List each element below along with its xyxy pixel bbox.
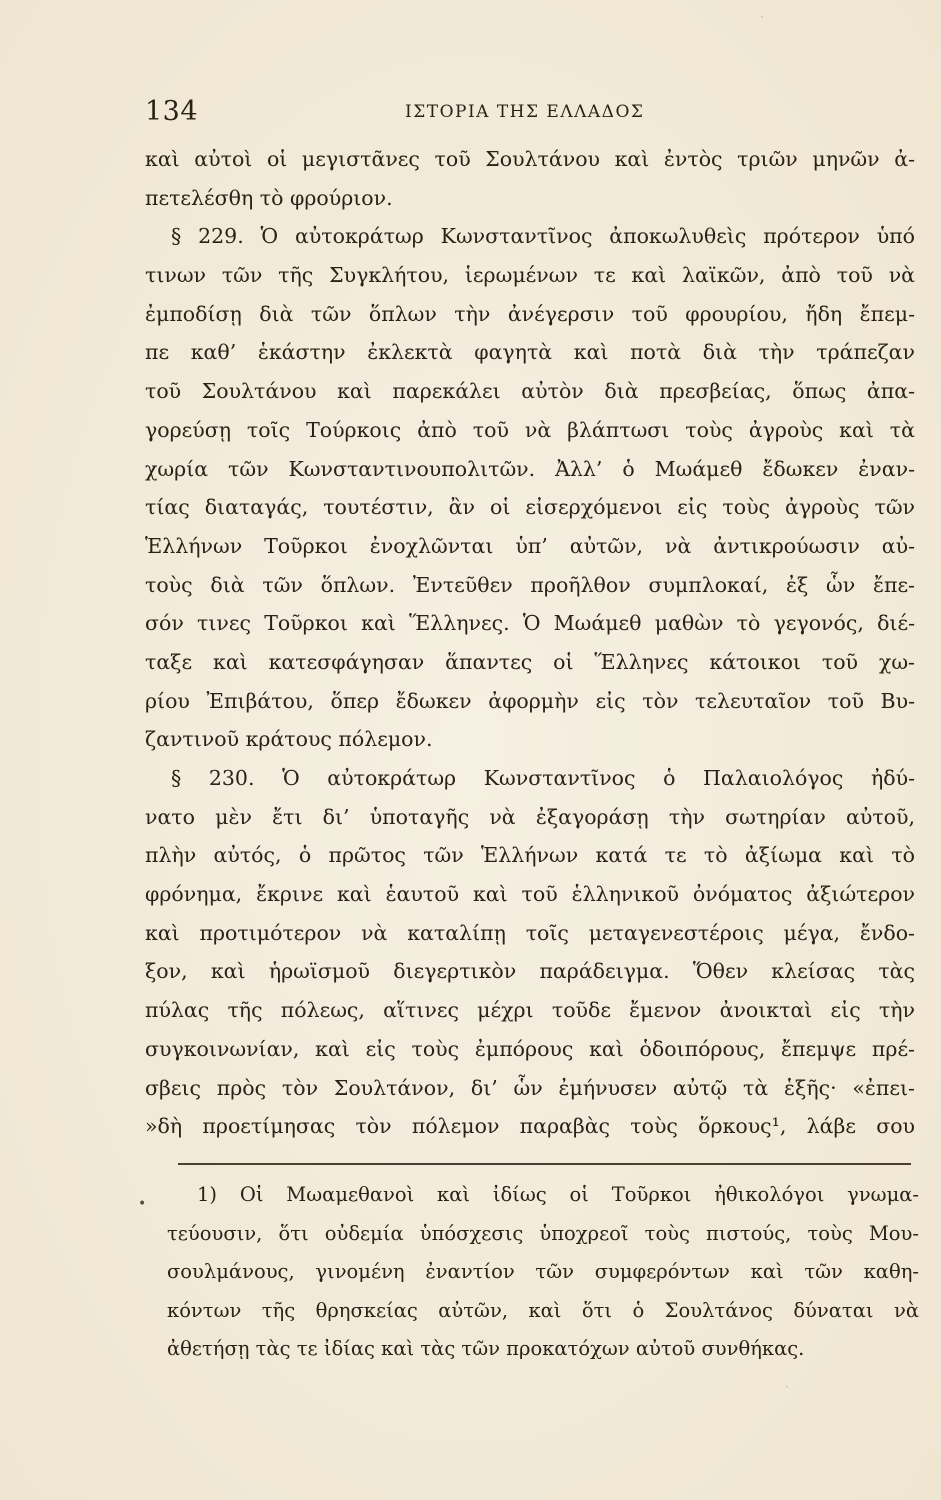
text-line: ρίου Ἐπιβάτου, ὅπερ ἔδωκεν ἀφορμὴν εἰς τὸν τελευταῖον τοῦ Βυ- — [145, 688, 915, 713]
text-line: ἐμποδίσῃ διὰ τῶν ὅπλων τὴν ἀνέγερσιν τοῦ φρουρίου, ἤδη ἔπεμ- — [145, 301, 915, 326]
text-line: »δὴ προετίμησας τὸν πόλεμον παραβὰς τοὺς ὅρκους¹, λάβε σου — [145, 1114, 915, 1139]
text-line: ζαντινοῦ κράτους πόλεμον. — [145, 727, 433, 752]
text-line: πε καθ’ ἑκάστην ἐκλεκτὰ φαγητὰ καὶ ποτὰ διὰ τὴν τράπεζαν — [145, 340, 915, 365]
text-line: τίας διαταγάς, τουτέστιν, ἂν οἱ εἰσερχόμενοι εἰς τοὺς ἀγροὺς τῶν — [145, 495, 915, 520]
text-line: ξον, καὶ ἡρωϊσμοῦ διεγερτικὸν παράδειγμα. Ὅθεν κλείσας τὰς — [145, 959, 915, 984]
text-line: ταξε καὶ κατεσφάγησαν ἅπαντες οἱ Ἕλληνες κάτοικοι τοῦ χω- — [145, 649, 915, 674]
text-line: φρόνημα, ἔκρινε καὶ ἑαυτοῦ καὶ τοῦ ἑλληνικοῦ ὀνόματος ἀξιώτερον — [145, 882, 915, 907]
text-line: σβεις πρὸς τὸν Σουλτάνον, δι’ ὧν ἐμήνυσεν αὐτῷ τὰ ἑξῆς· «ἐπει- — [145, 1075, 915, 1100]
text-line: χωρία τῶν Κωνσταντινουπολιτῶν. Ἀλλ’ ὁ Μωάμεθ ἔδωκεν ἐναν- — [145, 456, 915, 481]
text-line: πλὴν αὐτός, ὁ πρῶτος τῶν Ἑλλήνων κατά τε τὸ ἀξίωμα καὶ τὸ — [145, 843, 915, 868]
paper-speck: ᐧ — [785, 1380, 789, 1394]
text-line: πετελέσθη τὸ φρούριον. — [145, 185, 393, 210]
footnote-line: ἀθετήσῃ τὰς τε ἰδίας καὶ τὰς τῶν προκατόχων αὐτοῦ συνθήκας. — [167, 1337, 805, 1361]
section-229-start: § 229. Ὁ αὐτοκράτωρ Κωνσταντῖνος ἀποκωλυθεὶς πρότερον ὑπό — [171, 224, 915, 249]
footnote — [167, 1176, 919, 1369]
text-line: τοὺς διὰ τῶν ὅπλων. Ἐντεῦθεν προῆλθον συμπλοκαί, ἐξ ὧν ἔπε- — [145, 572, 915, 597]
running-head: ΙΣΤΟΡΙΑ ΤΗΣ ΕΛΛΑΔΟΣ — [405, 102, 645, 122]
paper-speck: ᐝ — [760, 14, 764, 28]
text-line: τινων τῶν τῆς Συγκλήτου, ἱερωμένων τε καὶ λαϊκῶν, ἀπὸ τοῦ νὰ — [145, 263, 915, 288]
page-number: 134 — [145, 96, 199, 127]
page-header — [145, 96, 910, 136]
text-line: καὶ αὐτοὶ οἱ μεγιστᾶνες τοῦ Σουλτάνου καὶ ἐντὸς τριῶν μηνῶν ἀ- — [145, 147, 915, 171]
footnote-line: τεύουσιν, ὅτι οὐδεμία ὑπόσχεσις ὑποχρεοῖ τοὺς πιστούς, τοὺς Μου- — [167, 1221, 919, 1245]
text-line: γορεύσῃ τοῖς Τούρκοις ἀπὸ τοῦ νὰ βλάπτωσι τοὺς ἀγροὺς καὶ τὰ — [145, 417, 915, 442]
text-line: καὶ προτιμότερον νὰ καταλίπῃ τοῖς μεταγενεστέροις μέγα, ἔνδο- — [145, 920, 915, 945]
section-230-start: § 230. Ὁ αὐτοκράτωρ Κωνσταντῖνος ὁ Παλαιολόγος ἠδύ- — [171, 766, 915, 790]
text-line: συγκοινωνίαν, καὶ εἰς τοὺς ἐμπόρους καὶ ὁδοιπόρους, ἔπεμψε πρέ- — [145, 1036, 915, 1061]
footnote-line: σουλμάνους, γινομένη ἐναντίον τῶν συμφερόντων καὶ τῶν καθη- — [167, 1260, 919, 1284]
text-line: τοῦ Σουλτάνου καὶ παρεκάλει αὐτὸν διὰ πρεσβείας, ὅπως ἀπα- — [145, 379, 915, 404]
footnote-line: κόντων τῆς θρησκείας αὐτῶν, καὶ ὅτι ὁ Σουλτάνος δύναται νὰ — [167, 1298, 919, 1322]
text-line: πύλας τῆς πόλεως, αἵτινες μέχρι τοῦδε ἔμενον ἀνοικταὶ εἰς τὴν — [145, 998, 915, 1023]
margin-dot-mark: • — [138, 1196, 147, 1212]
footnote-line: 1) Οἱ Μωαμεθανοὶ καὶ ἰδίως οἱ Τοῦρκοι ἠθικολόγοι γνωμα- — [197, 1183, 919, 1206]
body-text — [145, 140, 915, 1146]
text-line: Ἑλλήνων Τοῦρκοι ἐνοχλῶνται ὑπ’ αὐτῶν, νὰ ἀντικρούωσιν αὐ- — [145, 533, 915, 558]
text-line: νατο μὲν ἔτι δι’ ὑποταγῆς νὰ ἐξαγοράσῃ τὴν σωτηρίαν αὐτοῦ, — [145, 804, 915, 829]
footnote-divider — [178, 1163, 911, 1165]
text-line: σόν τινες Τοῦρκοι καὶ Ἕλληνες. Ὁ Μωάμεθ μαθὼν τὸ γεγονός, διέ- — [145, 611, 915, 636]
